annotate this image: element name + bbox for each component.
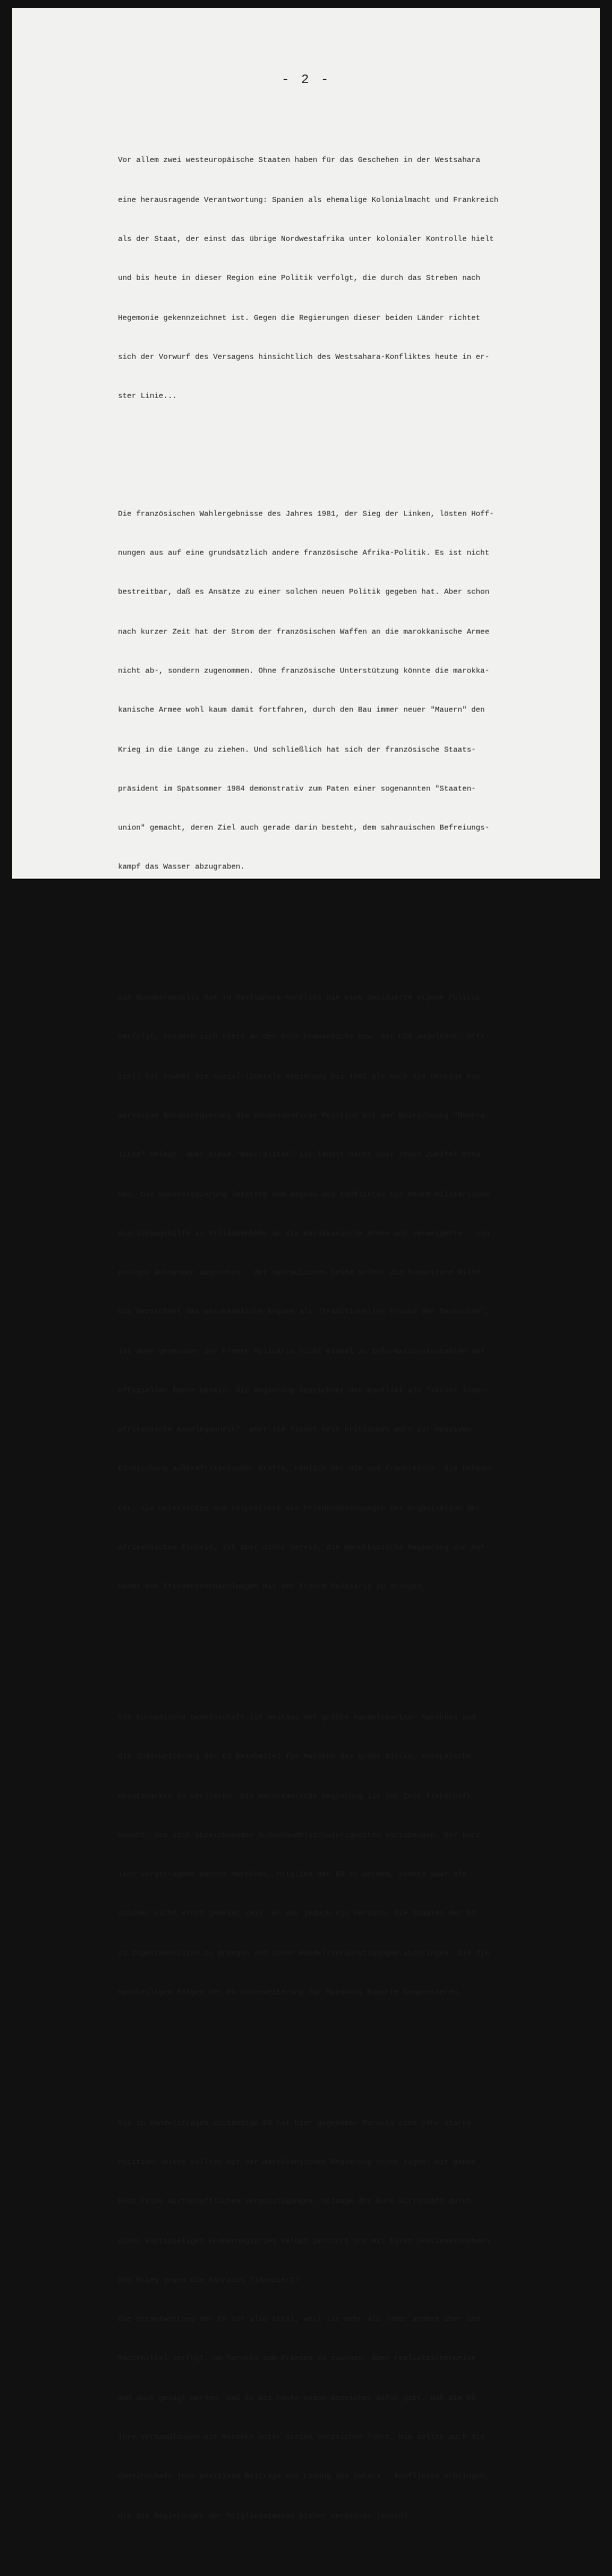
- body-text: [118, 103, 504, 2576]
- text-line: Absatzmärkte zu verlieren. Die marokkanische Regierung ist zur Zeit fieberhaft: [118, 1792, 472, 1801]
- text-line: Sie bezeichnet das marokkanische Regime als "traditionellen Freund der Deutschen",: [118, 1308, 490, 1317]
- text-line: Vor allem zwei westeuropäische Staaten haben für das Geschehen in der Westsahara: [118, 157, 481, 166]
- text-line: lität" belegt, aber diese "Neutralität" ist längst nicht über jeden Zweifel erha-: [118, 1152, 485, 1161]
- text-line: Krieg in die Länge zu ziehen. Und schließlich hat sich der französische Staats-: [118, 746, 476, 755]
- text-line: Die Bundesrepublik hat im Westsahara-Konflikt nie eine dezidierte eigene Politik: [118, 995, 481, 1004]
- text-line: union" gemacht, deren Ziel auch gerade darin besteht, dem sahrauischen Befreiungs-: [118, 825, 490, 834]
- text-line: präsident im Spätsommer 1984 demonstrativ zum Paten einer sogenannten "Staaten-: [118, 785, 476, 794]
- text-line: solcher nicht ernst gemeint sein. Er war jedoch ein Versuch, die Staaten der EG: [118, 1910, 476, 1919]
- text-line: nachteiligen Folgen der EG-Süderweiterung für Marokkos Exporte kompensieren.: [118, 1989, 463, 1998]
- text-line: afrikanische Angelegenheit", aber sie findet kein kritisches Wort zur massiven: [118, 1426, 472, 1435]
- text-line: bestreitbar, daß es Ansätze zu einer solchen neuen Politik gegeben hat. Aber schon: [118, 589, 490, 598]
- text-line: Gemeinschaft jene positiven Beiträge zur Lösung des Sahara - Konfliktes erbringen,: [118, 2473, 490, 2482]
- text-line: ihre Verhandlungen mit Marokko unter diesen Vorzeichen führt. Wie sollte auch die: [118, 2434, 485, 2443]
- text-line: Hegemonie gekennzeichnet ist. Gegen die Regierungen dieser beiden Länder richtet: [118, 314, 481, 323]
- text-line: ben. Die Bundesregierung leistete vom Beginn des Konfliktes bis heute militärische: [118, 1191, 490, 1200]
- text-line: kampf das Wasser abzugraben.: [118, 864, 245, 873]
- text-line: einigen Ausnahmen abgesehen - der sahrauischen Seite selbst die humanitäre Hilfe.: [118, 1270, 485, 1279]
- text-line: ziell hat sowohl die sozial-liberale Regierung bis 1982 als auch die heutige kon-: [118, 1073, 485, 1082]
- text-line: verfolgt, sondern sich stets an den Kurs Frankreichs bzw. der USA angelehnt. Offi-: [118, 1034, 490, 1043]
- text-line: den Krieg gegen die Sahrauis finanziert?: [118, 2276, 300, 2285]
- text-line: als der Staat, der einst das übrige Nordwestafrika unter kolonialer Kontrolle hielt: [118, 235, 494, 244]
- text-line: nungen aus auf eine grundsätzlich andere französische Afrika-Politik. Es ist nicht: [118, 550, 490, 559]
- text-line: die Süderweiterung der EG beinhaltet für Marokko das große Risiko, europäische: [118, 1753, 472, 1762]
- text-line: ster Linie...: [118, 393, 177, 402]
- paragraph-westeuropa: [118, 129, 504, 430]
- paragraph-eg-verantwortung: [118, 2092, 504, 2550]
- text-line: Afrikanischen Einheit, ist aber nicht bereit, die marokkanische Regierung zur Auf-: [118, 1544, 490, 1553]
- text-line: nahme von Friedensverhandlungen mit der Frente Polisario zu drängen.: [118, 1583, 426, 1592]
- text-line: Die Verantwortung der EG ist also total, weil sie mehr als jeder andere über die: [118, 2316, 481, 2325]
- text-line: kanische Armee wohl kaum damit fortfahren, durch den Bau immer neuer "Mauern" den: [118, 707, 485, 716]
- text-line: servative Bundesregierung die bundesdeutsche Position mit der Bezeichnung "Neutra-: [118, 1112, 490, 1121]
- page-number: - 2 -: [281, 72, 331, 87]
- text-line: Die in Handelsfragen zuständige EG hat hier gegenüber Marokko eine sehr starke: [118, 2119, 472, 2128]
- text-line: sich der Vorwurf des Versagens hinsichtlich des Westsahara-Konfliktes heute in er-: [118, 353, 490, 362]
- text-line: Die französischen Wahlergebnisse des Jahres 1981, der Sieg der Linken, lösten Hoff-: [118, 510, 494, 519]
- text-line: die die Regierungen der Mitgliedstaaten bisher vermissen lassen?: [118, 2512, 408, 2521]
- text-line: Ausrüstungshilfe in Millionenhöhe an die marokkanische Armee und verweigerte - von: [118, 1230, 490, 1239]
- text-line: Machtmittel verfügt, um Marokko zum Frieden zu zwingen. Aber realistischerweise: [118, 2355, 476, 2364]
- text-line: einen kostspieligen Eroberungskrieg selbst zerstört und mit Euren Deviseneinnahmen: [118, 2237, 490, 2246]
- text-line: Die Europäische Gemeinschaft ist weitaus der größte Handelspartner Marokkos und: [118, 1714, 476, 1723]
- paragraph-frankreich: [118, 483, 504, 902]
- text-line: muß auch gesagt werden, daß es bis heute keine Anzeichen dafür gibt, daß die EG: [118, 2394, 476, 2403]
- paragraph-eg-handelspartner: [118, 1686, 504, 2026]
- text-line: ist aber gegenüber der Frente Polisario nicht einmal zu Informationskontakten auf: [118, 1347, 485, 1356]
- text-line: offizieller Ebene bereit. Die Regierung bezeichnet den Konflikt als "strikt inner-: [118, 1386, 490, 1395]
- text-line: und bis heute in dieser Region eine Politik verfolgt, die durch das Streben nach: [118, 275, 481, 284]
- paragraph-bundesrepublik: [118, 967, 504, 1621]
- text-line: Einmischung außerafrikanischer Kräfte, nämlich der USA und Frankreichs. Sie behaup-: [118, 1465, 494, 1474]
- text-line: Euch keine wirtschaftlichen Vergünstigungen, solange Ihr Eure Wirtschaft durch: [118, 2198, 472, 2207]
- document-page: [12, 8, 600, 2521]
- text-line: bemüht, den sich abzeichnenden Außenhandelsschwierigkeiten vorzubeugen. Der kürz-: [118, 1831, 485, 1840]
- text-line: eine herausragende Verantwortung: Spanien als ehemalige Kolonialmacht und Frankreich: [118, 196, 499, 205]
- text-line: nicht ab-, sondern zugenommen. Ohne französische Unterstützung könnte die marokka-: [118, 667, 490, 676]
- text-line: tet, sie unterstütze und respektiere die Friedensbemühungen der Organisation der: [118, 1504, 481, 1513]
- text-line: zu Zugeständnissen zu drängen und ihnen Handelsvergünstigungen abzuringen, die die: [118, 1949, 490, 1958]
- text-line: nach kurzer Zeit hat der Strom der französischen Waffen an die marokkanische Armee: [118, 628, 490, 637]
- text-line: Position. Wieso sollten wir der marokkanischen Regierung nicht sagen: Wir geben: [118, 2159, 476, 2168]
- text-line: lich vorgetragene Wunsch Marokkos, Mitglied der EG zu werden, konnte zwar als: [118, 1871, 467, 1880]
